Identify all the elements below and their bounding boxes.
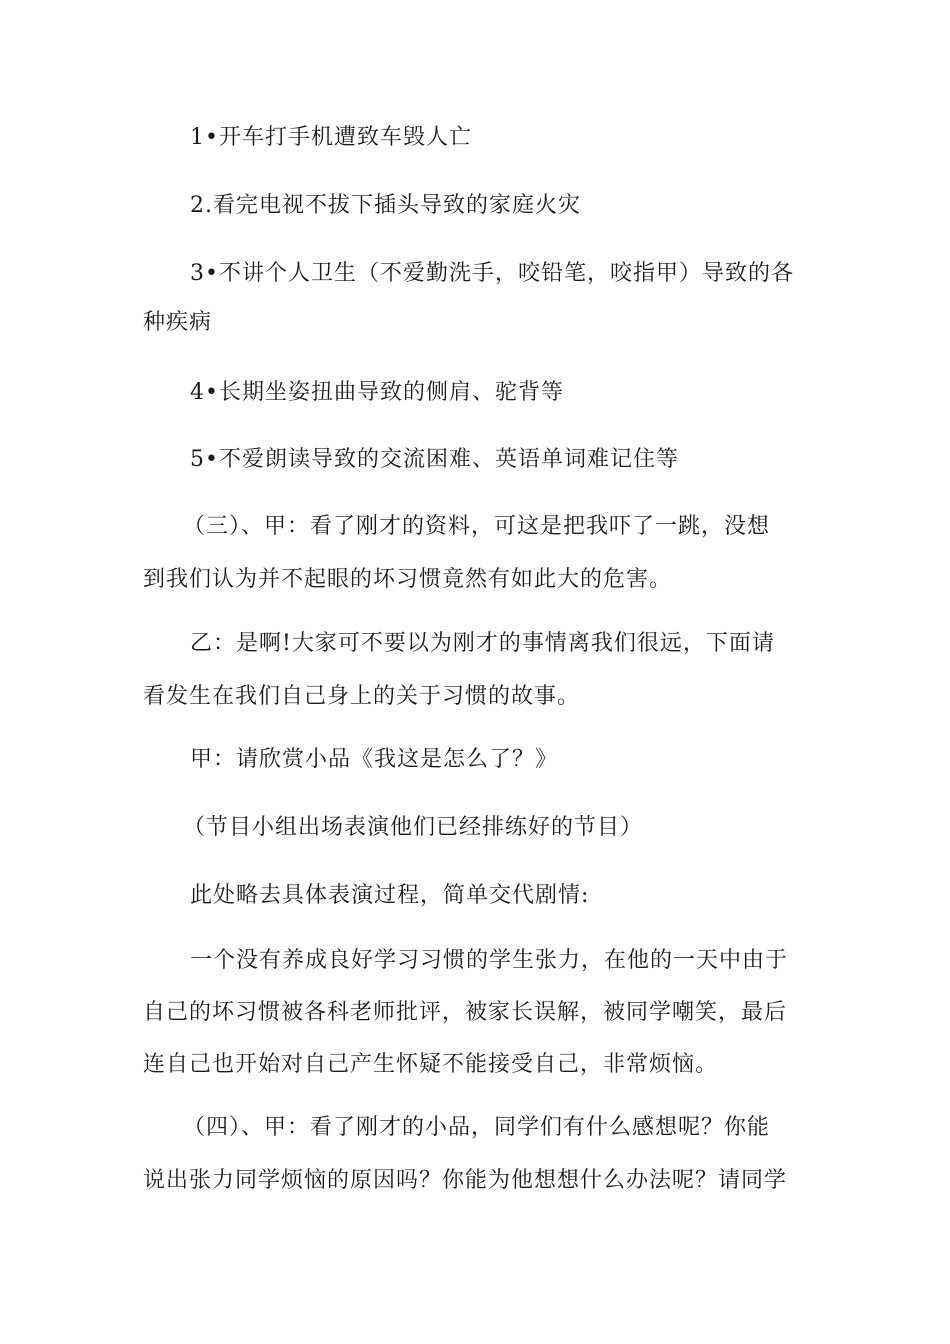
text-line: 4•长期坐姿扭曲导致的侧肩、驼背等 [190,380,564,405]
paragraph-omitted [143,868,813,923]
text-line: 到我们认为并不起眼的坏习惯竟然有如此大的危害。 [143,567,673,592]
text-line: 5•不爱朗读导致的交流困难、英语单词难记住等 [190,447,679,472]
list-item-4 [143,365,813,420]
list-item-3 [143,246,813,350]
paragraph-plot [143,933,813,1092]
list-item-1 [143,110,813,165]
paragraph-stage-note [143,800,813,855]
text-line: 此处略去具体表演过程，简单交代剧情: [190,883,590,908]
text-line: 种疾病 [143,310,213,335]
text-line: 乙：是啊!大家可不要以为刚才的事情离我们很远，下面请 [190,631,775,656]
paragraph-section-4 [143,1100,813,1208]
paragraph-jia [143,732,813,787]
text-line: 3•不讲个人卫生（不爱勤洗手，咬铅笔，咬指甲）导致的各 [190,261,794,286]
text-line: （节目小组出场表演他们已经排练好的节目） [183,815,644,840]
list-item-2 [143,178,813,233]
text-line: 一个没有养成良好学习习惯的学生张力，在他的一天中由于 [190,948,789,973]
text-line: 甲：请欣赏小品《我这是怎么了？》 [190,747,559,772]
text-line: 连自己也开始对自己产生怀疑不能接受自己，非常烦恼。 [143,1052,719,1077]
paragraph-section-3 [143,499,813,607]
text-line: 2.看完电视不拔下插头导致的家庭火灾 [190,193,581,218]
text-line: （三）、甲：看了刚才的资料，可这是把我吓了一跳，没想 [183,514,771,539]
text-line: 自己的坏习惯被各科老师批评，被家长误解，被同学嘲笑，最后 [143,1000,788,1025]
text-line: 看发生在我们自己身上的关于习惯的故事。 [143,684,581,709]
text-line: 说出张力同学烦恼的原因吗？你能为他想想什么办法呢？请同学 [143,1168,788,1193]
list-item-5 [143,432,813,487]
paragraph-yi [143,616,813,724]
text-line: （四）、甲：看了刚才的小品，同学们有什么感想呢？你能 [183,1115,771,1140]
text-line: 1•开车打手机遭致车毁人亡 [190,125,472,150]
